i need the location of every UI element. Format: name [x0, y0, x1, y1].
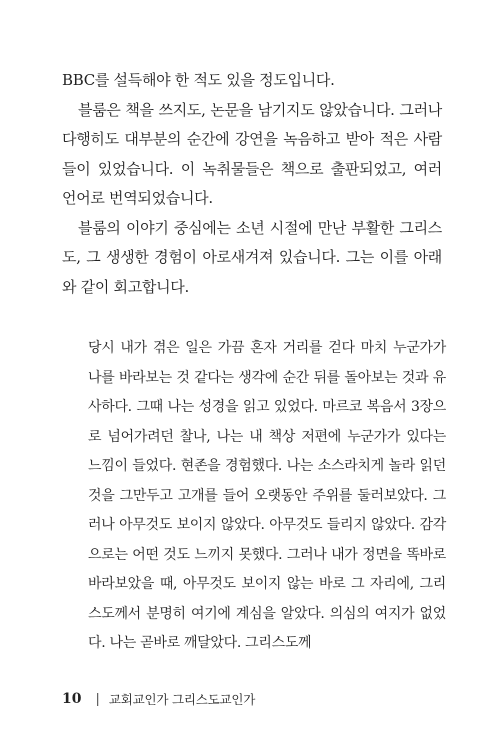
paragraph-continuation: BBC를 설득해야 한 적도 있을 정도입니다.: [62, 71, 335, 89]
body-text: [62, 66, 442, 302]
page-number: 10: [62, 691, 82, 707]
quote-paragraph: 당시 내가 겪은 일은 가끔 혼자 거리를 걷다 마치 누군가가 나를 바라보는 것 같다는 생각에 순간 뒤를 돌아보는 것과 유사하다. 그때 나는 성경을 읽고 있었다. 마르코 복음서 3장으로 넘어가려던 찰나, 나는 내 책상 저편에 누군가가 있다는 느낌이 들었다. 현존을 경험했다. 나는 소스라치게 놀라 읽던 것을 그만두고 고개를 들어 오랫동안 주위를 둘러보았다. 그러나 아무것도 보이지 않았다. 아무것도 들리지 않았다. 감각으로는 어떤 것도 느끼지 못했다. 그러나 내가 정면을 똑바로 바라보았을 때, 아무것도 보이지 않는 바로 그 자리에, 그리스도께서 분명히 여기에 계심을 알았다. 의심의 여지가 없었다. 나는 곧바로 깨달았다. 그리스도께: [88, 340, 446, 651]
paragraph-bloom-experience: 블룸의 이야기 중심에는 소년 시절에 만난 부활한 그리스도, 그 생생한 경험이 아로새겨져 있습니다. 그는 이를 아래와 같이 회고합니다.: [62, 218, 442, 296]
running-book-title: 교회교인가 그리스도교인가: [108, 692, 256, 707]
block-quote: [88, 334, 446, 659]
footer-separator: |: [95, 691, 100, 707]
paragraph-bloom-recordings: 블룸은 책을 쓰지도, 논문을 남기지도 않았습니다. 그러나 다행히도 대부분의 순간에 강연을 녹음하고 받아 적은 사람들이 있었습니다. 이 녹취물들은 책으로 출판되었고, 여러 언어로 번역되었습니다.: [62, 100, 442, 207]
page-footer: [62, 690, 255, 708]
